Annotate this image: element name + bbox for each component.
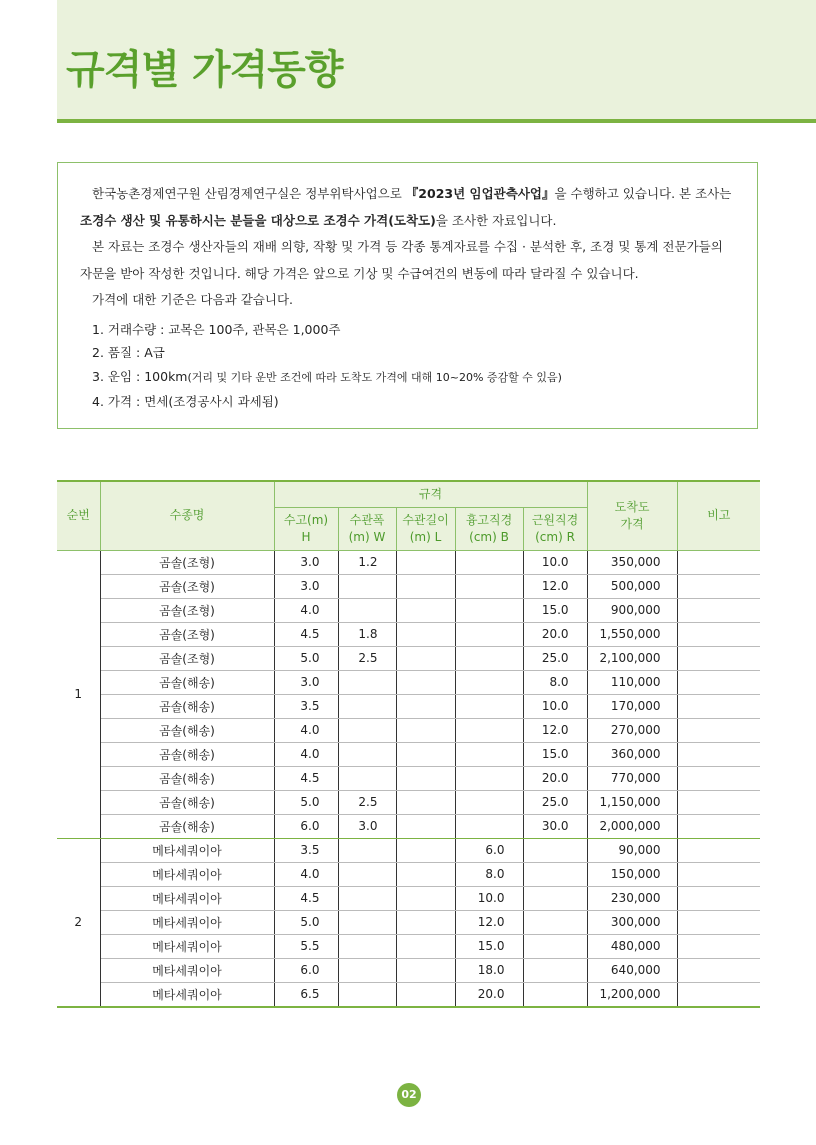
price-cell: 230,000 [587, 886, 677, 910]
table-row [57, 838, 760, 862]
note-cell [677, 598, 760, 622]
price-cell: 480,000 [587, 934, 677, 958]
seq-cell: 1 [57, 550, 100, 838]
chest-cell [455, 790, 523, 814]
chest-cell [455, 814, 523, 838]
price-cell: 1,550,000 [587, 622, 677, 646]
price-table [57, 480, 760, 1008]
note-cell [677, 814, 760, 838]
species-cell: 곰솔(해송) [100, 718, 274, 742]
height-cell: 3.0 [274, 670, 338, 694]
intro-box [57, 162, 758, 429]
height-cell: 4.5 [274, 766, 338, 790]
height-cell: 4.0 [274, 862, 338, 886]
intro-paragraph-2: 본 자료는 조경수 생산자들의 재배 의향, 작황 및 가격 등 각종 통계자료를 수집 · 분석한 후, 조경 및 통계 전문가들의 [92, 239, 723, 254]
species-cell: 메타세쿼이아 [100, 958, 274, 982]
intro-paragraph-3: 가격에 대한 기준은 다음과 같습니다. [92, 292, 293, 307]
root-cell: 10.0 [523, 550, 587, 574]
seq-cell: 2 [57, 838, 100, 1007]
root-cell [523, 862, 587, 886]
width-cell: 1.2 [338, 550, 396, 574]
species-cell: 곰솔(조형) [100, 550, 274, 574]
height-cell: 5.5 [274, 934, 338, 958]
length-cell [396, 742, 455, 766]
table-row [57, 742, 760, 766]
width-cell [338, 670, 396, 694]
note-cell [677, 886, 760, 910]
price-cell: 90,000 [587, 838, 677, 862]
width-cell [338, 742, 396, 766]
length-cell [396, 550, 455, 574]
root-cell: 25.0 [523, 646, 587, 670]
species-cell: 메타세쿼이아 [100, 862, 274, 886]
root-cell [523, 910, 587, 934]
header-length: 수관길이 (m) L [396, 507, 455, 550]
intro-paragraph-1: 한국농촌경제연구원 산림경제연구실은 정부위탁사업으로 『2023년 임업관측사업』을 수행하고 있습니다. 본 조사는 [92, 186, 732, 201]
price-cell: 300,000 [587, 910, 677, 934]
root-cell: 8.0 [523, 670, 587, 694]
species-cell: 곰솔(해송) [100, 766, 274, 790]
table-row [57, 934, 760, 958]
length-cell [396, 886, 455, 910]
price-cell: 170,000 [587, 694, 677, 718]
species-cell: 메타세쿼이아 [100, 910, 274, 934]
criteria-list [80, 318, 747, 414]
height-cell: 4.0 [274, 742, 338, 766]
width-cell [338, 982, 396, 1007]
height-cell: 5.0 [274, 790, 338, 814]
height-cell: 3.5 [274, 838, 338, 862]
table-row [57, 886, 760, 910]
width-cell [338, 718, 396, 742]
criteria-item: 2. 품질 : A급 [92, 345, 165, 361]
header-spec: 규격 [274, 481, 587, 507]
chest-cell: 12.0 [455, 910, 523, 934]
species-cell: 메타세쿼이아 [100, 982, 274, 1007]
table-body [57, 550, 760, 1007]
width-cell [338, 886, 396, 910]
price-cell: 1,150,000 [587, 790, 677, 814]
price-cell: 360,000 [587, 742, 677, 766]
height-cell: 6.0 [274, 814, 338, 838]
note-cell [677, 646, 760, 670]
price-cell: 900,000 [587, 598, 677, 622]
species-cell: 메타세쿼이아 [100, 934, 274, 958]
intro-paragraph-2-line2: 자문을 받아 작성한 것입니다. 해당 가격은 앞으로 기상 및 수급여건의 변동에 따라 달라질 수 있습니다. [80, 265, 639, 281]
height-cell: 4.5 [274, 886, 338, 910]
root-cell: 20.0 [523, 766, 587, 790]
length-cell [396, 910, 455, 934]
price-cell: 110,000 [587, 670, 677, 694]
root-cell: 12.0 [523, 718, 587, 742]
chest-cell [455, 574, 523, 598]
width-cell: 3.0 [338, 814, 396, 838]
species-cell: 메타세쿼이아 [100, 838, 274, 862]
intro-paragraph-1-line2: 조경수 생산 및 유통하시는 분들을 대상으로 조경수 가격(도착도)을 조사한 자료입니다. [80, 212, 557, 228]
note-cell [677, 838, 760, 862]
header-height: 수고(m) H [274, 507, 338, 550]
chest-cell [455, 646, 523, 670]
note-cell [677, 910, 760, 934]
height-cell: 3.5 [274, 694, 338, 718]
header-price: 도착도 가격 [587, 481, 677, 550]
note-cell [677, 742, 760, 766]
root-cell [523, 958, 587, 982]
table-row [57, 598, 760, 622]
height-cell: 3.0 [274, 550, 338, 574]
width-cell [338, 958, 396, 982]
length-cell [396, 814, 455, 838]
table-row [57, 574, 760, 598]
length-cell [396, 718, 455, 742]
species-cell: 곰솔(조형) [100, 622, 274, 646]
table-row [57, 550, 760, 574]
price-cell: 770,000 [587, 766, 677, 790]
width-cell: 2.5 [338, 790, 396, 814]
table-row [57, 790, 760, 814]
height-cell: 4.0 [274, 598, 338, 622]
note-cell [677, 718, 760, 742]
note-cell [677, 766, 760, 790]
price-cell: 640,000 [587, 958, 677, 982]
header-width: 수관폭 (m) W [338, 507, 396, 550]
note-cell [677, 550, 760, 574]
species-cell: 곰솔(조형) [100, 574, 274, 598]
header-species: 수종명 [100, 481, 274, 550]
chest-cell [455, 622, 523, 646]
page-number-badge: 02 [397, 1083, 421, 1107]
table-row [57, 646, 760, 670]
chest-cell [455, 670, 523, 694]
length-cell [396, 934, 455, 958]
root-cell: 15.0 [523, 742, 587, 766]
table-row [57, 694, 760, 718]
height-cell: 4.0 [274, 718, 338, 742]
species-cell: 곰솔(해송) [100, 670, 274, 694]
length-cell [396, 598, 455, 622]
note-cell [677, 958, 760, 982]
root-cell: 15.0 [523, 598, 587, 622]
header-seq: 순번 [57, 481, 100, 550]
criteria-item: 4. 가격 : 면세(조경공사시 과세됨) [92, 393, 279, 409]
header-rule [57, 119, 816, 123]
table-row [57, 766, 760, 790]
chest-cell: 10.0 [455, 886, 523, 910]
root-cell: 30.0 [523, 814, 587, 838]
price-cell: 500,000 [587, 574, 677, 598]
species-cell: 곰솔(해송) [100, 694, 274, 718]
note-cell [677, 622, 760, 646]
height-cell: 6.0 [274, 958, 338, 982]
root-cell [523, 838, 587, 862]
chest-cell: 8.0 [455, 862, 523, 886]
width-cell: 2.5 [338, 646, 396, 670]
root-cell: 10.0 [523, 694, 587, 718]
species-cell: 곰솔(해송) [100, 742, 274, 766]
species-cell: 곰솔(해송) [100, 790, 274, 814]
root-cell [523, 982, 587, 1007]
page-title: 규격별 가격동향 [66, 47, 343, 93]
criteria-item: 1. 거래수량 : 교목은 100주, 관목은 1,000주 [92, 321, 341, 337]
price-cell: 270,000 [587, 718, 677, 742]
price-cell: 2,100,000 [587, 646, 677, 670]
length-cell [396, 838, 455, 862]
chest-cell: 15.0 [455, 934, 523, 958]
width-cell [338, 934, 396, 958]
length-cell [396, 622, 455, 646]
table-row [57, 910, 760, 934]
price-cell: 350,000 [587, 550, 677, 574]
species-cell: 곰솔(해송) [100, 814, 274, 838]
table-row [57, 862, 760, 886]
width-cell [338, 862, 396, 886]
note-cell [677, 982, 760, 1007]
note-cell [677, 862, 760, 886]
header-chest-diameter: 흉고직경 (cm) B [455, 507, 523, 550]
width-cell: 1.8 [338, 622, 396, 646]
header-root-diameter: 근원직경 (cm) R [523, 507, 587, 550]
length-cell [396, 790, 455, 814]
chest-cell [455, 598, 523, 622]
table-row [57, 982, 760, 1007]
width-cell [338, 838, 396, 862]
length-cell [396, 694, 455, 718]
length-cell [396, 862, 455, 886]
table-row [57, 814, 760, 838]
table-row [57, 958, 760, 982]
height-cell: 6.5 [274, 982, 338, 1007]
length-cell [396, 646, 455, 670]
criteria-note: (거리 및 기타 운반 조건에 따라 도착도 가격에 대해 10~20% 증감할 수 있음) [187, 371, 562, 385]
table-row [57, 670, 760, 694]
chest-cell [455, 742, 523, 766]
chest-cell [455, 550, 523, 574]
price-cell: 1,200,000 [587, 982, 677, 1007]
chest-cell: 20.0 [455, 982, 523, 1007]
table-row [57, 622, 760, 646]
table-row [57, 718, 760, 742]
note-cell [677, 670, 760, 694]
root-cell: 20.0 [523, 622, 587, 646]
chest-cell [455, 766, 523, 790]
width-cell [338, 694, 396, 718]
width-cell [338, 574, 396, 598]
criteria-item: 3. 운임 : 100km(거리 및 기타 운반 조건에 따라 도착도 가격에 대해 10~20% 증감할 수 있음) [92, 369, 562, 385]
chest-cell: 18.0 [455, 958, 523, 982]
price-cell: 2,000,000 [587, 814, 677, 838]
length-cell [396, 982, 455, 1007]
header-note: 비고 [677, 481, 760, 550]
height-cell: 5.0 [274, 646, 338, 670]
height-cell: 5.0 [274, 910, 338, 934]
species-cell: 곰솔(조형) [100, 646, 274, 670]
chest-cell: 6.0 [455, 838, 523, 862]
species-cell: 메타세쿼이아 [100, 886, 274, 910]
root-cell: 12.0 [523, 574, 587, 598]
width-cell [338, 766, 396, 790]
species-cell: 곰솔(조형) [100, 598, 274, 622]
note-cell [677, 574, 760, 598]
chest-cell [455, 694, 523, 718]
root-cell [523, 934, 587, 958]
length-cell [396, 766, 455, 790]
note-cell [677, 790, 760, 814]
width-cell [338, 910, 396, 934]
chest-cell [455, 718, 523, 742]
length-cell [396, 958, 455, 982]
price-cell: 150,000 [587, 862, 677, 886]
length-cell [396, 670, 455, 694]
length-cell [396, 574, 455, 598]
height-cell: 4.5 [274, 622, 338, 646]
root-cell: 25.0 [523, 790, 587, 814]
note-cell [677, 694, 760, 718]
note-cell [677, 934, 760, 958]
root-cell [523, 886, 587, 910]
width-cell [338, 598, 396, 622]
height-cell: 3.0 [274, 574, 338, 598]
